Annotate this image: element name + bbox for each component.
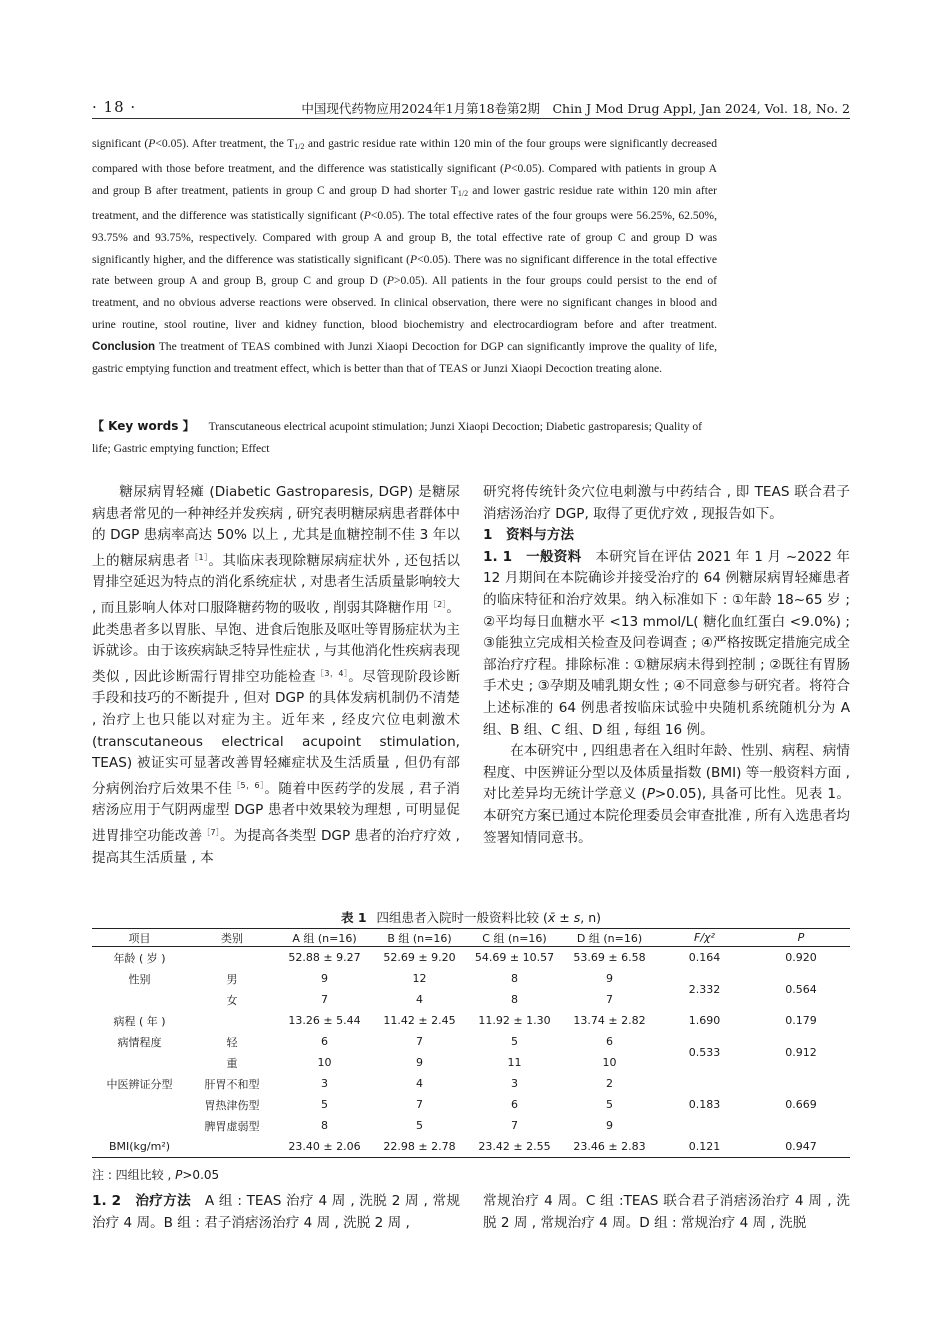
table-row: 重 10 9 11 10 [226,1056,617,1070]
table-row: 病程 ( 年 ) 13.26 ± 5.44 11.42 ± 2.45 11.92 ± 1.30 13.74 ± 2.82 1.690 0.179 [113,1014,817,1028]
page-number: · 18 · [92,98,137,116]
table-row: 中医辨证分型 肝胃不和型 3 4 3 2 0.183 0.669 [106,1077,817,1111]
section-heading: 1 资料与方法 [483,527,575,544]
bottom-left-column: 1. 2 治疗方法 A 组 : TEAS 治疗 4 周 , 洗脱 2 周 , 常规治疗 4 周。B 组 : 君子消痞汤治疗 4 周 , 洗脱 2 周 , [92,1193,461,1231]
left-column: 糖尿病胃轻瘫 (Diabetic Gastroparesis, DGP) 是糖尿病患者常见的一种神经并发疾病 , 研究表明糖尿病患者群体中的 DGP 患病率高达 50% 以上 , 尤其是血糖控制不佳 3 年以上的糖尿病患者$^{[1]}$。其临床表现除糖尿病症状外 , 还包括以胃排空延迟为特点的消化系统症状 , 对患者生活质量影响较大 , 而且影响人体对口服降糖药物的吸收 , 削弱其降糖作用$^{[2]}$。此类患者多以胃胀、早饱、进食后饱胀及呕吐等胃肠症状为主诉就诊。由于该疾病缺乏特异性症状 , 与其他消化性疾病表现类似 , 因此诊断需行胃排空功能检查$^{[3,4]}$。尽管现阶段诊断手段和技巧的不断提升 , 但对 DGP 的具体发病机制仍不清楚 , 治疗上也只能以对症为主。近年来 , 经皮穴位电刺激术 (transcutaneous electrical acupoint stimulation, TEAS) 被证实可显著改善胃轻瘫症状及生活质量 , 但仍有部分病例治疗后效果不佳$^{[5,6]}$。随着中医药学的发展 , 君子消痞汤应用于气阴两虚型 DGP 患者中效果较为理想 , 可明显促进胃排空功能改善$^{[7]}$。为提高各类型 DGP 患者的治疗疗效 , 提高其生活质量 , 本 [92,484,461,866]
table-header-row: 项目 类别 A 组 (n=16) B 组 (n=16) C 组 (n=16) D 组 (n=16) F/χ² P [92,929,850,947]
table-row: 性别 男 9 12 8 9 2.332 0.564 [128,972,817,996]
table-row: 病情程度 轻 6 7 5 6 0.533 0.912 [117,1035,817,1059]
keywords: 【 Key words 】 Transcutaneous electrical acupoint stimulation; Junzi Xiaopi Decoction; Diabetic gastroparesis; Quality of life; Gastric emptying function; Effect [92,419,703,455]
table-note: 注 : 四组比较 , P>0.05 [92,1168,220,1182]
right-column: 研究将传统针灸穴位电刺激与中药结合 , 即 TEAS 联合君子消痞汤治疗 DGP, 取得了更优疗效 , 现报告如下。 1 资料与方法 1. 1 一般资料 本研究旨在评估 2021 年 1 月 ~2022 年 12 月期间在本院确诊并接受治疗的 64 例糖尿病胃轻瘫患者的临床特征和治疗效果。纳入标准如下 : ①年龄 18~65 岁 ; ②平均每日血糖水平 <13 mmol/L( 糖化血红蛋白 <9.0%) ; ③能独立完成相关检查及问卷调查 ; ④严格按既定措施完成全部治疗疗程。排除标准 : ①糖尿病未得到控制 ; ②既往有胃肠手术史 ; ③孕期及哺乳期女性 ; ④不同意参与研究者。将符合上述标准的 64 例患者按临床试验中央随机系统随机分为 A 组、B 组、C 组、D 组 , 每组 16 例。 在本研究中 , 四组患者在入组时年龄、性别、病程、病情程度、中医辨证分型以及体质量指数 (BMI) 等一般资料方面 , 对比差异均无统计学意义 (P>0.05), 具备可比性。见表 1。本研究方案已通过本院伦理委员会审查批准 , 所有入选患者均签署知情同意书。 [483,484,851,846]
table-row: 脾胃虚弱型 8 5 7 9 [204,1119,613,1133]
table-row: 胃热津伤型 5 7 6 5 [204,1098,613,1112]
table-1 [92,928,850,1158]
bottom-right-column: 常规治疗 4 周。C 组 :TEAS 联合君子消痞汤治疗 4 周 , 洗脱 2 周 , 常规治疗 4 周。D 组 : 常规治疗 4 周 , 洗脱 [483,1193,850,1231]
keywords-label: 【 Key words 】 [92,419,195,433]
subsection-heading: 1. 2 治疗方法 [92,1193,191,1209]
table-row: 年龄 ( 岁 ) 52.88 ± 9.27 52.69 ± 9.20 54.69 ± 10.57 53.69 ± 6.58 0.164 0.920 [113,951,817,965]
table-row: 女 7 4 8 7 [226,993,613,1007]
english-abstract: significant (P<0.05). After treatment, the $T_{1/2}$ and gastric residue rate within 120 min of the four groups were significantly decreased compared with those before treatment, and the difference was statistically significant (P<0.05). Compared with patients in group A and group B after treatment, patients in group C and group D had shorter $T_{1/2}$ and lower gastric residue rate within 120 min after treatment, and the difference was statistically significant (P<0.05). The total effective rates of the four groups were 56.25%, 62.50%, 93.75% and 93.75%, respectively. Compared with group A and group B, the total effective rate of group C and group D was significantly higher, and the difference was statistically significant (P<0.05). There was no significant difference in the total effective rate between group A and group B, group C and group D (P>0.05). All patients in the four groups could persist to the end of treatment, and no obvious adverse reactions were observed. In clinical observation, there were no significant changes in blood and urine routine, stool routine, liver and kidney function, blood biochemistry and electrocardiogram before and after treatment. Conclusion The treatment of TEAS combined with Junzi Xiaopi Decoction for DGP can significantly improve the quality of life, gastric emptying function and treatment effect, which is better than that of TEAS or Junzi Xiaopi Decoction treating alone. [92,137,717,376]
table-row: BMI(kg/m²) 23.40 ± 2.06 22.98 ± 2.78 23.42 ± 2.55 23.46 ± 2.83 0.121 0.947 [92,1136,850,1158]
journal-header: 中国现代药物应用2024年1月第18卷第2期 Chin J Mod Drug Appl, Jan 2024, Vol. 18, No. 2 [301,101,850,116]
table-caption: 表 1 四组患者入院时一般资料比较 (x̄ ± s, n) [340,910,601,925]
conclusion-label: Conclusion [92,340,156,354]
header-rule [92,118,850,119]
subsection-heading: 1. 1 一般资料 [483,548,582,565]
